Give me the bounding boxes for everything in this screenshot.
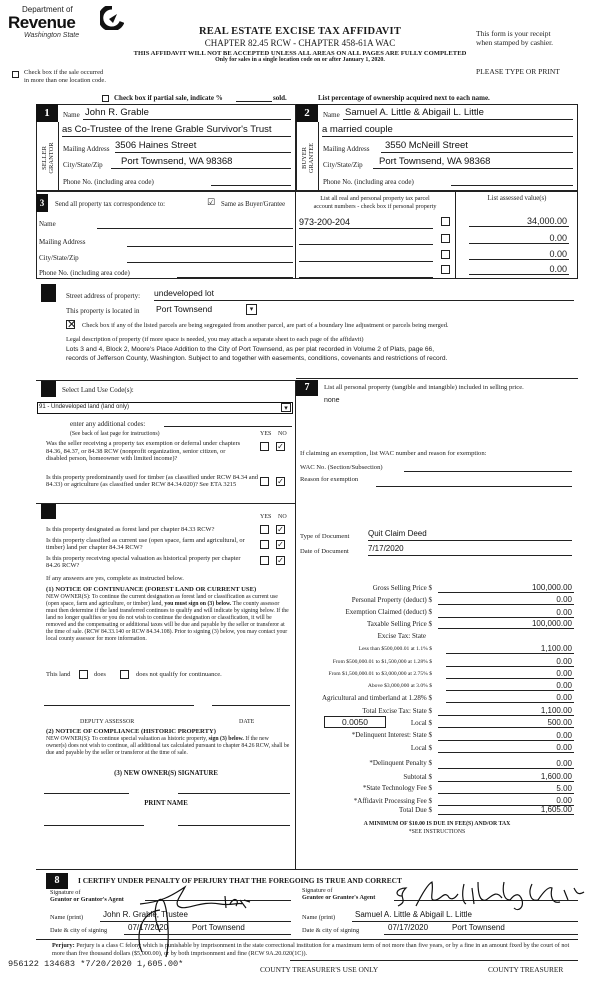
tax-label-bracket-3: From $1,500,000.01 to $3,000,000 at 2.75% $: [328, 671, 432, 677]
tax-label-agricultural: Agricultural and timberland at 1.28% $: [321, 694, 432, 702]
no-header: NO: [278, 431, 287, 437]
print-name-line-1[interactable]: [44, 825, 144, 826]
tax-value-personal[interactable]: 0.00: [438, 594, 574, 605]
perjury-text-a: Perjury is a class C felony which is punishable by imprisonment in the state correctional institution for a maximum term of not more than five years, or by a: [76, 942, 463, 949]
buyer-side-label: [301, 133, 315, 183]
current-use-yes-checkbox[interactable]: [260, 540, 269, 549]
deputy-assessor-label: DEPUTY ASSESSOR: [80, 719, 135, 725]
grantor-name-field[interactable]: John R. Grable, Trustee: [100, 910, 291, 922]
buyer-name-label: Name: [323, 111, 340, 119]
seller-name-label: Name: [63, 111, 80, 119]
tax-label-total-due: Total Due $: [399, 806, 432, 814]
print-name-label: PRINT NAME: [144, 800, 188, 807]
deputy-assessor-signature-line[interactable]: [44, 705, 194, 706]
multi-location-label-2: in more than one location code.: [24, 77, 106, 84]
land-use-value: 91 - Undeveloped land (land only): [39, 404, 130, 410]
this-land-label: This land: [46, 671, 71, 678]
tax-value-subtotal[interactable]: 1,600.00: [438, 771, 574, 782]
receipt-note: [476, 29, 553, 47]
assessed-value-2[interactable]: 0.00: [469, 233, 569, 244]
land-use-select[interactable]: [37, 402, 293, 414]
exemption-no-checkbox[interactable]: ✓: [277, 442, 284, 451]
buyer-city-field[interactable]: Port Townsend, WA 98368: [373, 156, 573, 169]
dor-logo: [8, 4, 133, 48]
wac-field[interactable]: [404, 462, 572, 472]
if-yes-note: If any answers are yes, complete as instructed below.: [46, 575, 184, 582]
personal-property-checkbox-3[interactable]: [441, 250, 450, 259]
seller-side-divider: [58, 122, 59, 191]
notice-compliance-text: [46, 736, 290, 757]
section-8-border: [36, 869, 578, 870]
section-3-divider-1: [295, 192, 296, 279]
form-warning: THIS AFFIDAVIT WILL NOT BE ACCEPTED UNLESS ALL AREAS ON ALL PAGES ARE FULLY COMPLETED: [133, 50, 467, 57]
new-owner-signature-line[interactable]: [44, 793, 129, 794]
corr-phone-label: Phone No. (including area code): [39, 269, 130, 277]
notice-compliance-text-a: NEW OWNER(S): To continue special valuation as historic property,: [46, 736, 208, 742]
multi-location-label-1: Check box if the sale occurred: [24, 69, 104, 76]
form-subtitle: CHAPTER 82.45 RCW - CHAPTER 458-61A WAC: [204, 38, 396, 48]
tax-value-tech-fee[interactable]: 5.00: [438, 783, 574, 794]
form-note: Only for sales in a single location code on or after January 1, 2020.: [215, 57, 385, 63]
land-does-not-checkbox[interactable]: [120, 670, 129, 679]
logo-line2: Revenue: [8, 13, 76, 32]
yes-header: YES: [260, 431, 272, 437]
section-3-divider-2: [455, 192, 456, 279]
notice-compliance-text-b: If the new owner(s) does not wish to continue, all additional tax calculated pursuant to chapter 84.26 RCW, shall be due and payable by the seller or transferor at the time of sale.: [46, 736, 290, 756]
additional-codes-field[interactable]: [164, 416, 292, 427]
reason-label: Reason for exemption: [300, 476, 359, 483]
section-3-correspondence: [36, 191, 578, 279]
tax-label-gross: Gross Selling Price $: [372, 584, 432, 592]
grantor-date-city-label: Date & city of signing: [50, 927, 108, 934]
seller-phone-field[interactable]: [211, 174, 291, 186]
doc-date-field[interactable]: 7/17/2020: [368, 544, 572, 556]
street-address-label: Street address of property:: [66, 292, 141, 300]
partial-sale-percent-field[interactable]: [236, 93, 272, 102]
corr-city-label: City/State/Zip: [39, 254, 79, 262]
partial-sale-label: Check box if partial sale, indicate %: [114, 94, 223, 102]
perjury-divider: [36, 939, 578, 940]
section-7-right: [296, 378, 578, 870]
buyer-side-label-1: BUYER: [301, 146, 308, 170]
forest-no-checkbox[interactable]: ✓: [277, 525, 284, 534]
please-print: PLEASE TYPE OR PRINT: [476, 67, 560, 76]
logo-line3: Washington State: [24, 32, 80, 39]
tax-label-delinquent-local: Local $: [410, 744, 432, 752]
section-5-top-border: [36, 380, 296, 381]
buyer-address-label: Mailing Address: [323, 145, 370, 153]
notice-compliance-title: (2) NOTICE OF COMPLIANCE (HISTORIC PROPERTY): [46, 728, 216, 735]
dor-logo-icon: [100, 6, 124, 30]
corr-phone-field[interactable]: [177, 267, 293, 278]
partial-sale-checkbox[interactable]: [102, 95, 109, 102]
section-5-number: 5: [36, 381, 56, 397]
tax-value-taxable[interactable]: 100,000.00: [438, 618, 574, 629]
buyer-phone-field[interactable]: [451, 174, 573, 186]
section-6-top-border: [36, 503, 296, 504]
seller-phone-label: Phone No. (including area code): [63, 178, 154, 186]
see-instructions-note: *SEE INSTRUCTIONS: [408, 829, 466, 835]
reason-field[interactable]: [376, 477, 572, 487]
cashier-stamp: 956122 134683 *7/20/2020 1,605.00*: [8, 959, 187, 969]
certify-statement: I CERTIFY UNDER PENALTY OF PERJURY THAT THE FOREGOING IS TRUE AND CORRECT: [78, 876, 402, 885]
corr-name-label: Name: [39, 220, 56, 228]
tax-value-affidavit-fee[interactable]: 0.00: [438, 795, 574, 806]
treasurer-divider: [290, 960, 578, 961]
section-1-seller: [36, 104, 296, 191]
located-in-select[interactable]: Port Townsend: [156, 304, 213, 314]
grantee-signature-label: [302, 888, 375, 901]
tax-label-excise-state: Excise Tax: State: [377, 632, 426, 640]
historic-yes-checkbox[interactable]: [260, 556, 269, 565]
assessed-header: List assessed value(s): [487, 195, 547, 202]
tax-label-penalty: *Delinquent Penalty $: [369, 759, 432, 767]
section-4-number: 4: [36, 284, 56, 302]
parcels-header-line2: account numbers - check box if personal property: [313, 202, 437, 210]
grantor-signing-city: Port Townsend: [192, 923, 245, 932]
timber-yes-checkbox[interactable]: [260, 477, 269, 486]
wac-label: WAC No. (Section/Subsection): [300, 464, 383, 471]
same-as-buyer-checkbox[interactable]: ☑: [207, 198, 216, 208]
perjury-label: Perjury:: [52, 942, 75, 949]
parcel-number-1[interactable]: 973-200-204: [299, 217, 433, 229]
seller-side-label-2: GRANTOR: [48, 142, 55, 174]
local-rate-field[interactable]: 0.0050: [324, 716, 386, 728]
assessed-value-1[interactable]: 34,000.00: [469, 216, 569, 227]
exemption-label: If claiming an exemption, list WAC number and reason for exemption:: [300, 450, 487, 457]
tax-value-total-state[interactable]: 1,100.00: [438, 705, 574, 716]
receipt-note-line1: This form is your receipt: [476, 29, 551, 38]
date-label: DATE: [239, 719, 255, 725]
tax-label-local: Local $: [410, 719, 432, 727]
grantee-date-city-label: Date & city of signing: [302, 927, 360, 934]
seller-side-label-1: SELLER: [41, 146, 48, 170]
grantor-signature-label-2: Grantor or Grantor's Agent: [50, 895, 124, 903]
segregated-checkbox[interactable]: ✕: [67, 318, 77, 331]
tax-label-bracket-4: Above $3,000,000 at 3.0% $: [367, 683, 432, 689]
does-label: does: [94, 671, 106, 678]
notice-continuance-text-a: NEW OWNER(S): To continue the current designation as forest land or classification as current use (open space, farm and agriculture, or timber) land,: [46, 594, 278, 607]
section-1-number: 1: [36, 104, 58, 122]
seller-city-label: City/State/Zip: [63, 161, 103, 169]
chevron-down-icon: ▾: [284, 404, 288, 412]
historic-no-checkbox[interactable]: ✓: [277, 556, 284, 565]
parcel-number-4[interactable]: [299, 266, 433, 278]
grantee-name-label: Name (print): [302, 914, 336, 921]
doc-date-label: Date of Document: [300, 548, 349, 555]
minimum-due-note: A MINIMUM OF $10.00 IS DUE IN FEE(S) AND/OR TAX: [363, 821, 511, 827]
instructions-note: (See back of last page for instructions): [70, 431, 160, 437]
tax-value-bracket-2[interactable]: 0.00: [446, 656, 574, 667]
tax-label-exemption: Exemption Claimed (deduct) $: [345, 608, 432, 616]
buyer-address-field[interactable]: 3550 McNeill Street: [381, 140, 573, 153]
grantee-signing-date: 07/17/2020: [388, 923, 429, 932]
additional-codes-label: enter any additional codes:: [70, 420, 146, 428]
seller-name-line2-field[interactable]: as Co-Trustee of the Irene Grable Survivor's Trust: [62, 124, 291, 137]
parcels-header: [297, 195, 453, 210]
notice-compliance-text-bold: sign (3) below.: [208, 736, 244, 742]
tax-value-total-due[interactable]: 1,605.00: [438, 804, 574, 815]
current-use-no-checkbox[interactable]: ✓: [277, 540, 284, 549]
grantee-signature-label-2: Grantee or Grantee's Agent: [302, 893, 376, 901]
grantor-signing-date: 07/17/2020: [128, 923, 169, 932]
land-use-dropdown-button[interactable]: [281, 403, 291, 412]
forest-yes-checkbox[interactable]: [260, 525, 269, 534]
parcel-number-2[interactable]: [299, 233, 433, 245]
corr-address-field[interactable]: [127, 236, 293, 247]
buyer-name-line2-field[interactable]: a married couple: [322, 124, 573, 137]
personal-property-value[interactable]: none: [324, 397, 340, 404]
corr-city-field[interactable]: [127, 252, 293, 263]
partial-sale-sold: sold.: [273, 94, 287, 102]
tax-label-personal: Personal Property (deduct) $: [351, 596, 432, 604]
corr-name-field[interactable]: [97, 218, 293, 229]
yes-header-6: YES: [260, 514, 272, 520]
parcels-header-line1: List all real and personal property tax parcel: [320, 195, 430, 202]
section-5-6-left: [36, 380, 296, 870]
section-3-number: 3: [36, 194, 48, 212]
question-current-use: Is this property classified as current use (open space, farm and agricultural, or timber) land per chapter 84.34 RCW?: [46, 537, 245, 551]
grantee-signing-city: Port Townsend: [452, 923, 505, 932]
section-6-number: 6: [36, 504, 56, 519]
assessed-value-3[interactable]: 0.00: [469, 249, 569, 260]
grantor-signature-label-1: Signature of: [50, 889, 81, 896]
seller-name-field[interactable]: John R. Grable: [83, 107, 291, 120]
multi-location-checkbox[interactable]: [12, 71, 19, 78]
grantor-signature-label: [50, 890, 124, 903]
doc-type-field[interactable]: Quit Claim Deed: [368, 529, 572, 541]
buyer-city-label: City/State/Zip: [323, 161, 363, 169]
street-address-field[interactable]: undeveloped lot: [154, 288, 574, 301]
personal-property-label: List all personal property (tangible and intangible) included in selling price.: [324, 384, 524, 391]
land-use-label: Select Land Use Code(s):: [62, 386, 134, 394]
tax-label-total-state: Total Excise Tax: State $: [362, 707, 432, 715]
personal-property-checkbox-2[interactable]: [441, 234, 450, 243]
grantor-name-label: Name (print): [50, 914, 84, 921]
chevron-down-icon: ▾: [249, 305, 254, 313]
same-as-buyer-label: Same as Buyer/Grantee: [221, 201, 286, 208]
tax-label-taxable: Taxable Selling Price $: [366, 620, 432, 628]
print-name-line-2[interactable]: [178, 825, 290, 826]
section-7-top-border: [296, 378, 578, 379]
section-4-property: [36, 284, 578, 362]
assessed-value-4[interactable]: 0.00: [469, 264, 569, 275]
timber-no-checkbox[interactable]: ✓: [277, 477, 284, 486]
located-in-label: This property is located in: [66, 307, 140, 315]
seller-side-label: [41, 133, 55, 183]
treasurer-use-only: COUNTY TREASURER'S USE ONLY: [260, 965, 379, 974]
tax-label-bracket-1: Less than $500,000.01 at 1.1% $: [358, 646, 432, 652]
legal-description-line1[interactable]: Lots 3 and 4, Block 2, Moore's Place Addition to the City of Port Townsend, as per plat recorded in Volume 2 of Plats, page 66,: [66, 346, 435, 353]
tax-label-bracket-2: From $500,000.01 to $1,500,000 at 1.28% $: [332, 659, 432, 665]
tax-value-delinquent-state[interactable]: 0.00: [438, 730, 574, 741]
tax-value-delinquent-local[interactable]: 0.00: [438, 742, 574, 753]
land-does-checkbox[interactable]: [79, 670, 88, 679]
new-owner-signature-line-2[interactable]: [178, 793, 290, 794]
new-owner-signature-title: (3) NEW OWNER(S) SIGNATURE: [114, 770, 218, 777]
section-7-number: 7: [296, 380, 318, 396]
receipt-note-line2: when stamped by cashier.: [476, 38, 554, 47]
form-title: REAL ESTATE EXCISE TAX AFFIDAVIT: [198, 26, 402, 37]
ownership-note: List percentage of ownership acquired next to each name.: [318, 94, 490, 102]
buyer-name-field[interactable]: Samuel A. Little & Abigail L. Little: [343, 107, 573, 120]
personal-property-checkbox-4[interactable]: [441, 265, 450, 274]
send-correspondence-label: Send all property tax correspondence to:: [55, 201, 166, 208]
buyer-side-label-2: GRANTEE: [308, 142, 315, 174]
tax-value-penalty[interactable]: 0.00: [438, 758, 574, 769]
exemption-yes-checkbox[interactable]: [260, 442, 269, 451]
personal-property-checkbox-1[interactable]: [441, 217, 450, 226]
grantor-date-city-field[interactable]: [124, 923, 291, 935]
grantee-name-field[interactable]: Samuel A. Little & Abigail L. Little: [352, 910, 578, 922]
logo-line1: Department of: [22, 5, 73, 14]
tax-label-subtotal: Subtotal $: [403, 773, 432, 781]
question-historic: Is this property receiving special valuation as historical property per chapter 84.26 RCW?: [46, 555, 241, 569]
segregated-label: Check box if any of the listed parcels are being segregated from another parcel, are part of a boundary line adjustment or parcels being merged.: [82, 322, 449, 329]
notice-continuance-title: (1) NOTICE OF CONTINUANCE (FOREST LAND OR CURRENT USE): [46, 586, 257, 593]
no-header-6: NO: [278, 514, 287, 520]
tax-value-exemption[interactable]: 0.00: [438, 607, 574, 618]
tax-label-tech-fee: *State Technology Fee $: [362, 784, 432, 792]
notice-continuance-text-b: The county assessor must then determine if the land transferred continues to qualify and will indicate by signing below. If the land no longer qualifies or you do not wish to continue the designation or classification, it will be removed and the compensating or additional taxes will be due and payable by the seller or transferor at the time of sale. (RCW 84.33.140 or RCW 84.34.108). Prior to signing (3) below, you may contact your local county assessor for more information.: [46, 601, 289, 642]
parcel-number-3[interactable]: [299, 250, 433, 262]
tax-label-delinquent-state: *Delinquent Interest: State $: [351, 731, 432, 739]
county-treasurer: COUNTY TREASURER: [488, 965, 564, 974]
doc-type-label: Type of Document: [300, 533, 350, 540]
tax-value-bracket-1[interactable]: 1,100.00: [446, 643, 574, 654]
perjury-notice: [52, 942, 580, 957]
tax-value-bracket-4[interactable]: 0.00: [446, 680, 574, 691]
legal-description-line2[interactable]: records of Jefferson County, Washington. Subject to and together with easements, conditions, covenants and restrictions of record.: [66, 355, 448, 362]
section-8-number: 8: [46, 873, 68, 889]
buyer-phone-label: Phone No. (including area code): [323, 178, 414, 186]
seller-address-label: Mailing Address: [63, 145, 110, 153]
tax-value-agricultural[interactable]: 0.00: [446, 692, 574, 703]
question-timber: Is this property predominantly used for timber (as classified under RCW 84.34 and 84.33) or agriculture (as classified under RCW 84.34.020)? See ETA 3215: [46, 474, 258, 488]
buyer-side-divider: [318, 122, 319, 191]
grantee-date-city-field[interactable]: [384, 923, 578, 935]
corr-address-label: Mailing Address: [39, 238, 86, 246]
legal-description-label: Legal description of property (if more space is needed, you may attach a separate sheet to each page of the affidavit): [66, 336, 364, 343]
seller-address-field[interactable]: 3506 Haines Street: [115, 140, 291, 153]
seller-city-field[interactable]: Port Townsend, WA 98368: [111, 156, 291, 169]
question-forest: Is this property designated as forest land per chapter 84.33 RCW?: [46, 526, 215, 533]
grantee-signature-label-1: Signature of: [302, 887, 333, 894]
tax-value-bracket-3[interactable]: 0.00: [446, 668, 574, 679]
notice-continuance-text: [46, 594, 290, 643]
perjury-text-b: fine in an amount fixed by the court of not more than five thousand dollars ($5,000.00), or by both imprisonment and fine (RCW 9A.20.020(1C)).: [52, 942, 570, 957]
multi-location-label: [24, 69, 106, 85]
assessor-date-line[interactable]: [212, 705, 290, 706]
located-in-dropdown-button[interactable]: [246, 304, 257, 315]
tax-value-gross[interactable]: 100,000.00: [438, 582, 574, 593]
does-not-label: does not qualify for continuance.: [136, 671, 222, 678]
tax-value-local[interactable]: 500.00: [438, 717, 574, 728]
notice-continuance-text-bold: you must sign on (3) below.: [164, 601, 232, 607]
section-2-number: 2: [296, 104, 318, 122]
question-exemption: Was the seller receiving a property tax exemption or deferral under chapters 84.36, 84.37, or 84.38 RCW (nonprofit organization, senior citizen, or disabled person, homeowner with limited income)?: [46, 440, 241, 463]
section-2-buyer: [296, 104, 578, 191]
tax-label-affidavit-fee: *Affidavit Processing Fee $: [353, 797, 432, 805]
